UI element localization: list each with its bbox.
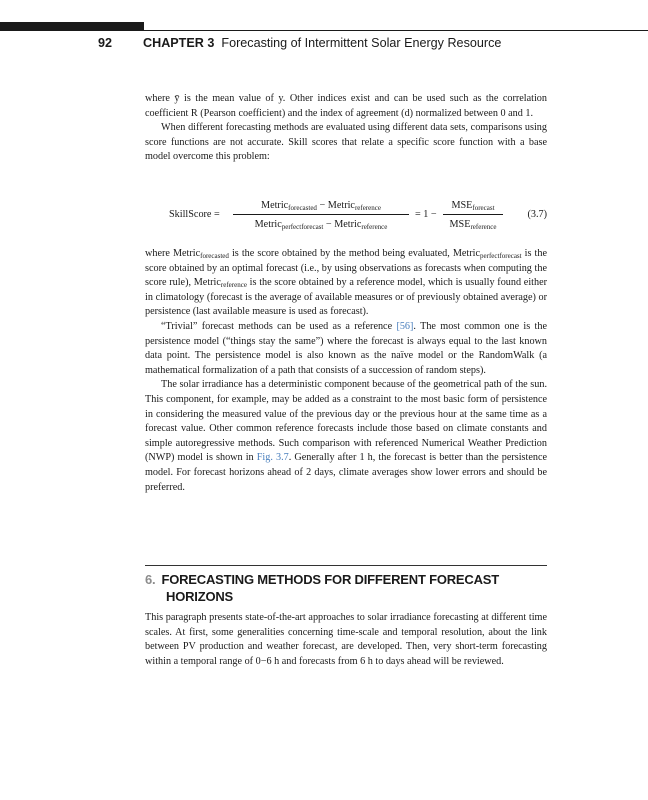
page-number: 92	[98, 36, 113, 50]
text-subscript: reference	[220, 281, 247, 290]
eq-subscript: reference	[361, 223, 388, 231]
eq-operator: −	[316, 200, 328, 211]
paragraph	[145, 611, 547, 669]
paragraph	[145, 247, 547, 320]
eq-term: MSE	[451, 200, 473, 211]
paragraph-text: is the score obtained by a reference model, which is usually found either in climatology (forecast is the average of available measures or of previously obtained average) or persistence (last available measure is used as forecast).	[145, 277, 547, 318]
chapter-label: CHAPTER 3	[143, 36, 215, 50]
intro-block	[145, 92, 547, 165]
paragraph-text: “Trivial” forecast methods can be used as a reference	[161, 320, 397, 332]
running-header	[98, 36, 501, 50]
fraction-numerator	[443, 198, 503, 213]
paragraph-text: is the score obtained by the method being evaluated, Metric	[228, 248, 481, 259]
paragraph	[145, 92, 547, 121]
eq-term: MSE	[449, 219, 471, 230]
paragraph-text: where Metric	[145, 248, 201, 259]
paragraph-text: . The most common one is the persistence model (“things stay the same”) where the forecast is always equal to the last known data point. The persistence model is also known as the naïve model or the RandomWalk (a mathematical formalization of a path that consists of a succession of random steps).	[145, 320, 547, 376]
paragraph-text: When different forecasting methods are evaluated using different data sets, comparisons using score functions are not accurate. Skill scores that relate a specific score function with a base model overcome this problem:	[145, 122, 547, 163]
eq-term: Metric	[254, 219, 282, 230]
equation-number: (3.7)	[527, 209, 547, 220]
paragraph-text: This paragraph presents state-of-the-art approaches to solar irradiance forecasting at different time scales. At first, some generalities concerning time-scale and temporal resolution, about the link between PV production and weather forecast, are developed. Then, very short-term forecasting within a temporal range of 0−6 h and forecasts from 6 h to days ahead will be reviewed.	[145, 612, 547, 667]
fraction-numerator	[233, 198, 409, 213]
eq-subscript: forecasted	[288, 204, 317, 212]
paragraph	[145, 121, 547, 165]
paragraph-text: The solar irradiance has a deterministic component because of the geometrical path of the sun. This component, for example, may be added as a constraint to the most basic form of persistence in considering the measured value of the previous day or the previous hour at the same time as a forecast value. Other common reference forecasts include those based on climate constants and simple autoregressive methods. Such comparison with referenced Numerical Weather Prediction (NWP) model is shown in	[145, 379, 547, 464]
section-title-line1: FORECASTING METHODS FOR DIFFERENT FORECAST	[161, 572, 499, 587]
eq-operator: −	[323, 219, 335, 230]
text-subscript: forecasted	[200, 252, 229, 260]
equation-lhs: SkillScore =	[169, 209, 220, 220]
equation-3-7	[145, 198, 547, 234]
section-body	[145, 611, 547, 669]
paragraph-text: is the score obtained by an optimal forecast (i.e., by using observations as forecasts when computing the score rule), Metric	[145, 248, 547, 289]
eq-subscript: reference	[470, 223, 497, 231]
equation-equals-one-minus: = 1 −	[415, 209, 437, 220]
fraction-denominator	[233, 217, 409, 232]
fraction-bar	[233, 214, 409, 215]
chapter-title: Forecasting of Intermittent Solar Energy Resource	[221, 36, 502, 50]
section-title-line2: HORIZONS	[166, 589, 234, 604]
text-subscript: perfectforecast	[480, 252, 522, 260]
eq-subscript: reference	[354, 204, 381, 212]
paragraph-text: where ȳ is the mean value of y. Other indices exist and can be used such as the correlation coefficient R (Pearson coefficient) and the index of agreement (d) normalized between 0 and 1.	[145, 93, 547, 119]
eq-term: Metric	[261, 200, 289, 211]
eq-term: Metric	[334, 219, 362, 230]
body-block	[145, 247, 547, 495]
figure-link[interactable]: Fig. 3.7	[256, 452, 289, 464]
section-rule	[145, 565, 547, 566]
eq-subscript: forecast	[472, 204, 495, 212]
header-rule	[0, 30, 648, 31]
fraction-denominator	[443, 217, 503, 232]
fraction-bar	[443, 214, 503, 215]
paragraph-text: . Generally after 1 h, the forecast is better than the persistence model. For forecast horizons ahead of 2 days, climate averages show lower errors and should be preferred.	[145, 452, 547, 493]
equation-fraction	[233, 198, 409, 232]
eq-term: Metric	[327, 200, 355, 211]
eq-subscript: perfectforecast	[281, 223, 324, 231]
citation-link[interactable]: [56]	[396, 320, 414, 332]
paragraph	[145, 320, 547, 378]
section-heading	[145, 571, 547, 605]
paragraph	[145, 378, 547, 495]
equation-mse-fraction	[443, 198, 503, 232]
section-number: 6.	[145, 572, 156, 587]
